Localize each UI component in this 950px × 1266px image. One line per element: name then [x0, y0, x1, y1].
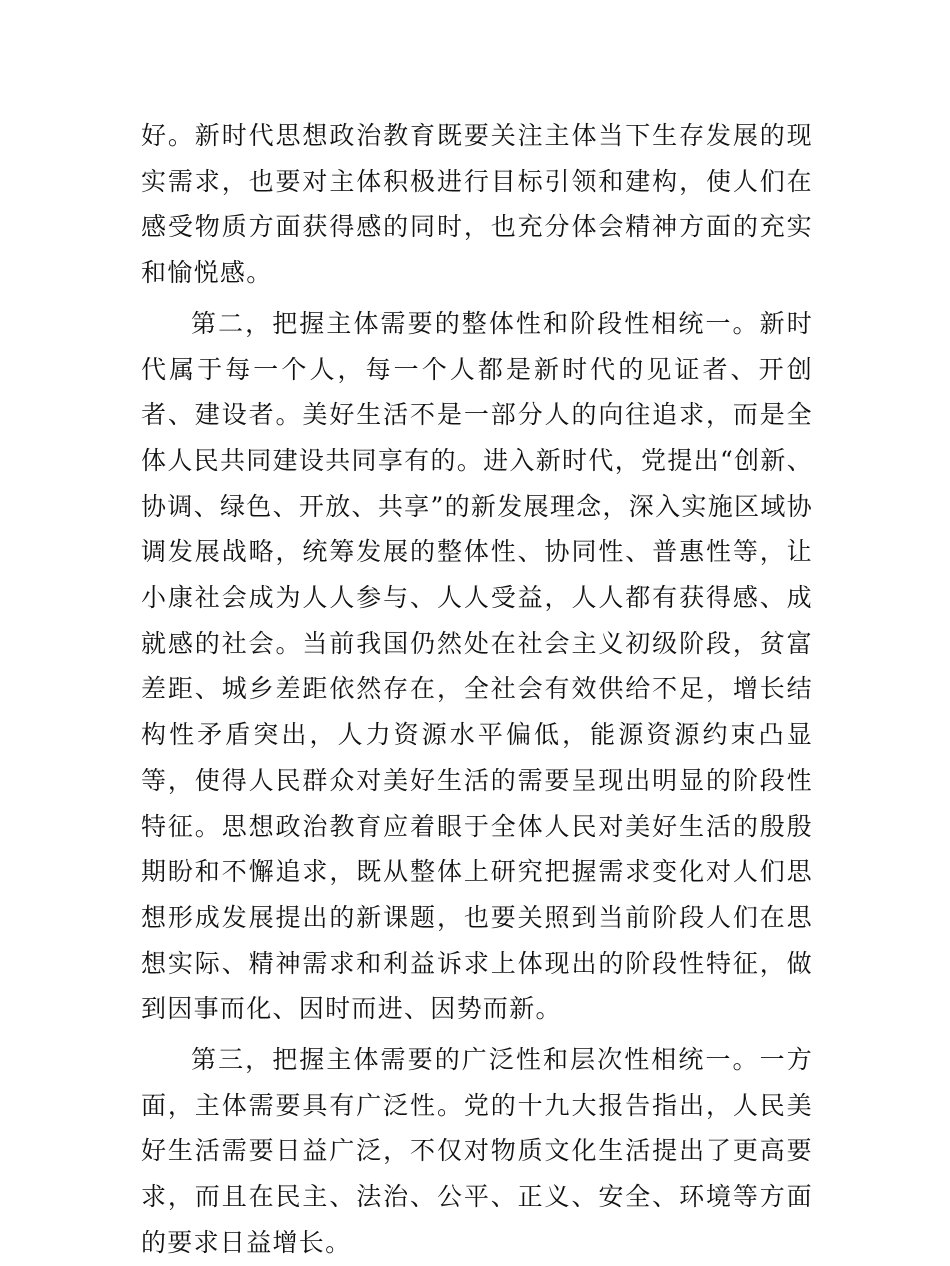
paragraph-second-point: 第二，把握主体需要的整体性和阶段性相统一。新时代属于每一个人，每一个人都是新时代的见证者、开创者、建设者。美好生活不是一部分人的向往追求，而是全体人民共同建设共同享有的。进入新时代，党提出“创新、协调、绿色、开放、共享”的新发展理念，深入实施区域协调发展战略，统筹发展的整体性、协同性、普惠性等，让小康社会成为人人参与、人人受益，人人都有获得感、成就感的社会。当前我国仍然处在社会主义初级阶段，贫富差距、城乡差距依然存在，全社会有效供给不足，增长结构性矛盾突出，人力资源水平偏低，能源资源约束凸显等，使得人民群众对美好生活的需要呈现出明显的阶段性特征。思想政治教育应着眼于全体人民对美好生活的殷殷期盼和不懈追求，既从整体上研究把握需求变化对人们思想形成发展提出的新课题，也要关照到当前阶段人们在思想实际、精神需求和利益诉求上体现出的阶段性特征，做到因事而化、因时而进、因势而新。 [141, 308, 813, 1024]
document-body [141, 113, 813, 1266]
paragraph-third-point: 第三，把握主体需要的广泛性和层次性相统一。一方面，主体需要具有广泛性。党的十九大报告指出，人民美好生活需要日益广泛，不仅对物质文化生活提出了更高要求，而且在民主、法治、公平、正义、安全、环境等方面的要求日益增长。 [141, 1045, 813, 1257]
paragraph-continuation: 好。新时代思想政治教育既要关注主体当下生存发展的现实需求，也要对主体积极进行目标引领和建构，使人们在感受物质方面获得感的同时，也充分体会精神方面的充实和愉悦感。 [141, 121, 813, 288]
